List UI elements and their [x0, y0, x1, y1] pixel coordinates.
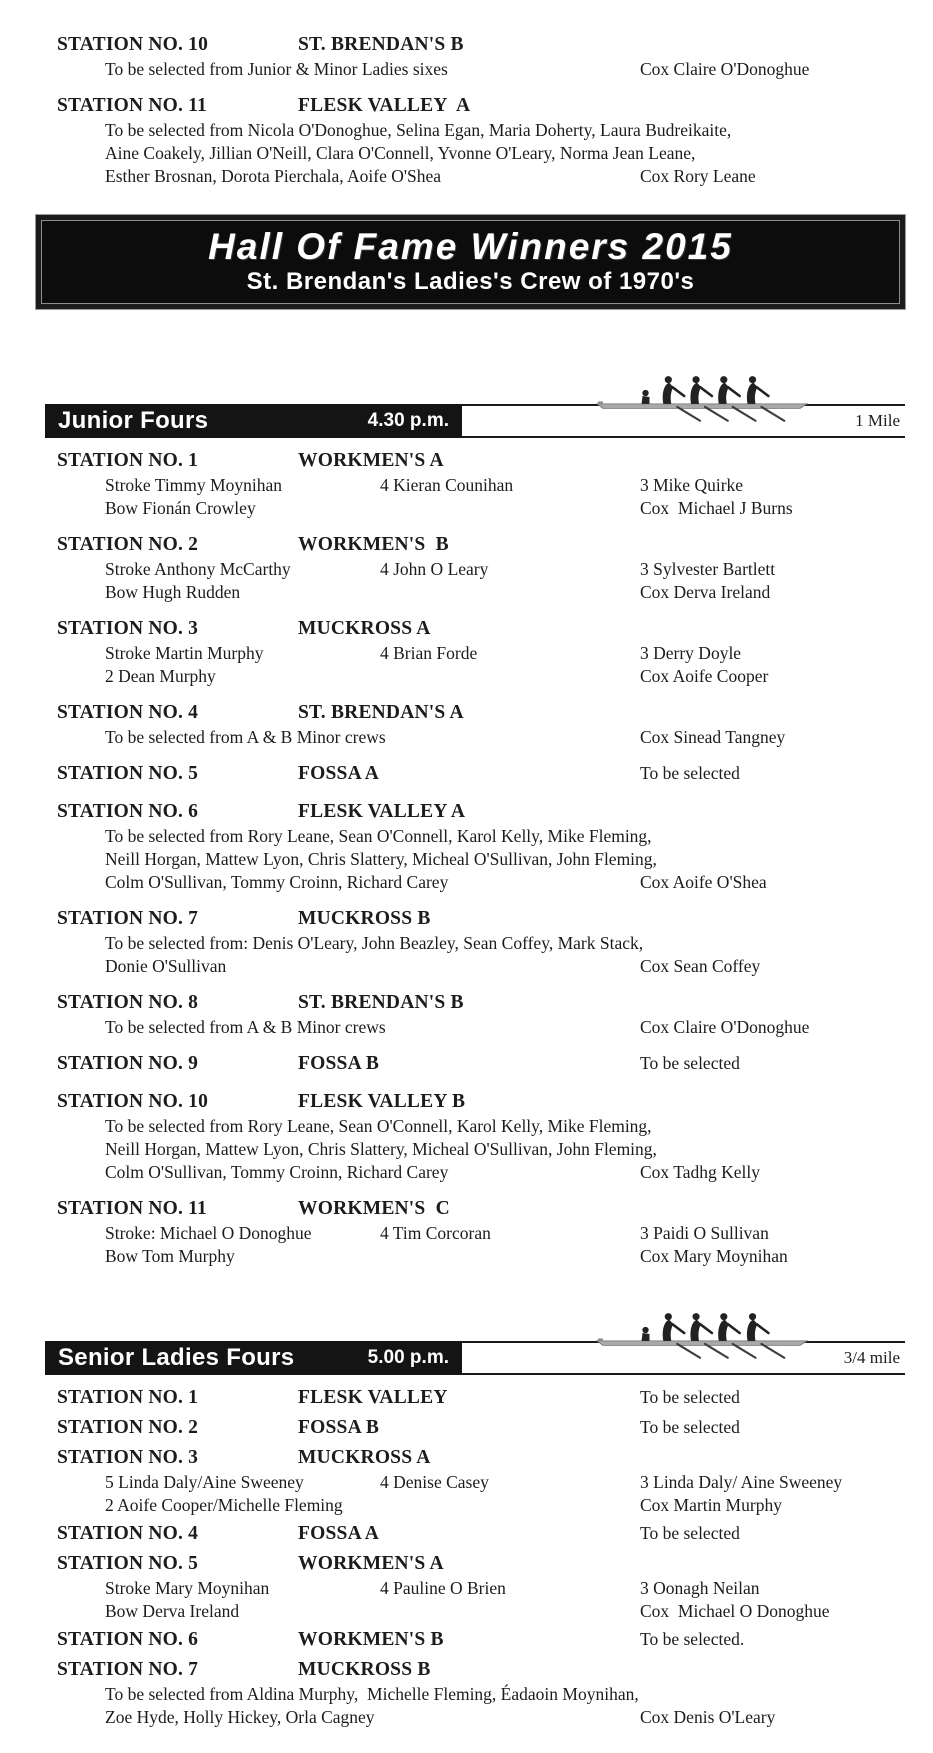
crew-seat: Stroke Mary Moynihan [105, 1578, 270, 1598]
station-label: STATION NO. 11 [57, 1198, 207, 1219]
station-entry [0, 1447, 933, 1518]
section-time: 5.00 p.m. [367, 1347, 449, 1368]
station-team-name: ST. BRENDAN'S B [298, 992, 464, 1013]
crew-seat: 4 Denise Casey [380, 1472, 489, 1492]
station-heading [0, 1553, 933, 1578]
station-label: STATION NO. 6 [57, 801, 199, 822]
station-label: STATION NO. 10 [57, 34, 209, 55]
station-team-name: FLESK VALLEY A [298, 95, 471, 116]
section-title-bar [45, 404, 462, 438]
section-title-bar [45, 1341, 462, 1375]
crew-selection-text: Donie O'Sullivan [105, 956, 227, 976]
station-team-name: ST. BRENDAN'S B [298, 34, 464, 55]
station-heading [0, 450, 933, 475]
station-label: STATION NO. 1 [57, 1387, 199, 1408]
section-distance-strip [462, 404, 905, 438]
crew-seat: Cox Martin Murphy [640, 1495, 782, 1515]
station-heading [0, 1091, 933, 1116]
cox-label: Cox Tadhg Kelly [640, 1162, 760, 1182]
crew-selection-text: Colm O'Sullivan, Tommy Croinn, Richard Carey [105, 1162, 449, 1182]
crew-row [0, 120, 933, 143]
crew-row [0, 475, 933, 498]
crew-row [0, 166, 933, 189]
station-team-name: FLESK VALLEY B [298, 1091, 466, 1112]
station-heading [0, 618, 933, 643]
station-entry [0, 34, 933, 82]
station-team-name: FOSSA A [298, 763, 380, 784]
station-entry [0, 450, 933, 521]
station-entry [0, 763, 933, 788]
crew-row [0, 1601, 933, 1624]
crew-seat: 3 Sylvester Bartlett [640, 559, 776, 579]
station-status-text: To be selected [640, 1417, 740, 1437]
station-status-text: To be selected. [640, 1629, 745, 1649]
crew-selection-text: Esther Brosnan, Dorota Pierchala, Aoife O'Shea [105, 166, 442, 186]
crew-seat: Bow Hugh Rudden [105, 582, 241, 602]
station-entry [0, 702, 933, 750]
section-junior-fours [0, 404, 933, 1269]
crew-seat: 4 Pauline O Brien [380, 1578, 506, 1598]
crew-row [0, 1162, 933, 1185]
station-team-name: FOSSA B [298, 1053, 380, 1074]
station-heading [0, 534, 933, 559]
station-heading [0, 1447, 933, 1472]
station-entry [0, 1417, 933, 1442]
station-status-text: To be selected [640, 1387, 740, 1407]
crew-seat: 4 Tim Corcoran [380, 1223, 491, 1243]
station-entry [0, 534, 933, 605]
banner-subtitle: St. Brendan's Ladies's Crew of 1970's [246, 267, 695, 295]
crew-row [0, 933, 933, 956]
crew-row [0, 1578, 933, 1601]
section-name: Senior Ladies Fours [58, 1344, 295, 1371]
crew-row [0, 956, 933, 979]
crew-selection-text: To be selected from Nicola O'Donoghue, Selina Egan, Maria Doherty, Laura Budreikaite, [105, 120, 732, 140]
station-heading [0, 801, 933, 826]
crew-seat: Stroke Timmy Moynihan [105, 475, 282, 495]
station-heading [0, 1629, 933, 1654]
crew-seat: Cox Michael J Burns [640, 498, 793, 518]
cox-label: Cox Denis O'Leary [640, 1707, 776, 1727]
crew-selection-text: To be selected from Rory Leane, Sean O'Connell, Karol Kelly, Mike Fleming, [105, 826, 652, 846]
crew-row [0, 498, 933, 521]
crew-row [0, 872, 933, 895]
section-distance-strip [462, 1341, 905, 1375]
crew-seat: Cox Mary Moynihan [640, 1246, 788, 1266]
station-label: STATION NO. 4 [57, 1523, 199, 1544]
crew-selection-text: To be selected from Aldina Murphy, Michelle Fleming, Éadaoin Moynihan, [105, 1684, 639, 1704]
crew-row [0, 727, 933, 750]
station-team-name: WORKMEN'S B [298, 534, 449, 555]
crew-selection-text: Aine Coakely, Jillian O'Neill, Clara O'Connell, Yvonne O'Leary, Norma Jean Leane, [105, 143, 696, 163]
station-entry [0, 95, 933, 189]
station-label: STATION NO. 7 [57, 908, 199, 929]
section-distance: 3/4 mile [843, 1348, 900, 1367]
crew-selection-text: To be selected from: Denis O'Leary, John Beazley, Sean Coffey, Mark Stack, [105, 933, 644, 953]
station-status-text: To be selected [640, 763, 740, 783]
station-status-text: To be selected [640, 1523, 740, 1543]
crew-seat: 2 Dean Murphy [105, 666, 216, 686]
crew-seat: Bow Fionán Crowley [105, 498, 256, 518]
crew-seat: Bow Derva Ireland [105, 1601, 240, 1621]
crew-row [0, 1223, 933, 1246]
station-entry [0, 1523, 933, 1548]
crew-row [0, 643, 933, 666]
senior-ladies-fours-stations [0, 1387, 933, 1730]
senior-ladies-fours-header-bar [45, 1341, 905, 1375]
cox-label: Cox Sean Coffey [640, 956, 761, 976]
crew-selection-text: To be selected from A & B Minor crews [105, 1017, 386, 1037]
section-distance: 1 Mile [855, 411, 900, 430]
station-entry [0, 1659, 933, 1730]
cox-label: Cox Rory Leane [640, 166, 756, 186]
station-heading [0, 1659, 933, 1684]
station-heading [0, 1053, 933, 1078]
station-heading [0, 34, 933, 59]
crew-row [0, 1707, 933, 1730]
crew-row [0, 1017, 933, 1040]
station-team-name: FOSSA A [298, 1523, 380, 1544]
crew-row [0, 826, 933, 849]
crew-seat: Bow Tom Murphy [105, 1246, 235, 1266]
station-label: STATION NO. 2 [57, 1417, 199, 1438]
station-heading [0, 763, 933, 788]
cox-label: Cox Aoife O'Shea [640, 872, 767, 892]
cox-label: Cox Claire O'Donoghue [640, 59, 810, 79]
station-team-name: MUCKROSS B [298, 1659, 431, 1680]
section-senior-ladies-fours [0, 1341, 933, 1730]
crew-row [0, 1495, 933, 1518]
crew-seat: 4 John O Leary [380, 559, 489, 579]
crew-row [0, 582, 933, 605]
crew-seat: Cox Derva Ireland [640, 582, 771, 602]
crew-row [0, 1472, 933, 1495]
crew-selection-text: To be selected from Rory Leane, Sean O'Connell, Karol Kelly, Mike Fleming, [105, 1116, 652, 1136]
crew-row [0, 143, 933, 166]
crew-selection-text: To be selected from A & B Minor crews [105, 727, 386, 747]
crew-row [0, 559, 933, 582]
station-team-name: WORKMEN'S A [298, 450, 444, 471]
station-team-name: FOSSA B [298, 1417, 380, 1438]
station-team-name: ST. BRENDAN'S A [298, 702, 464, 723]
cox-label: Cox Sinead Tangney [640, 727, 786, 747]
crew-seat: 4 Brian Forde [380, 643, 478, 663]
station-team-name: MUCKROSS B [298, 908, 431, 929]
crew-row [0, 59, 933, 82]
station-label: STATION NO. 1 [57, 450, 199, 471]
crew-row [0, 1116, 933, 1139]
crew-seat: 3 Linda Daly/ Aine Sweeney [640, 1472, 843, 1492]
station-entry [0, 1387, 933, 1412]
hall-of-fame-banner [36, 215, 905, 309]
station-heading [0, 1387, 933, 1412]
crew-seat: Cox Michael O Donoghue [640, 1601, 830, 1621]
crew-selection-text: Colm O'Sullivan, Tommy Croinn, Richard Carey [105, 872, 449, 892]
top-stations-block [0, 0, 933, 189]
station-heading [0, 1523, 933, 1548]
station-entry [0, 992, 933, 1040]
station-team-name: MUCKROSS A [298, 1447, 431, 1468]
crew-selection-text: Neill Horgan, Mattew Lyon, Chris Slattery, Micheal O'Sullivan, John Fleming, [105, 1139, 657, 1159]
crew-seat: 3 Oonagh Neilan [640, 1578, 760, 1598]
station-heading [0, 992, 933, 1017]
crew-row [0, 1139, 933, 1162]
station-team-name: WORKMEN'S A [298, 1553, 444, 1574]
station-team-name: WORKMEN'S C [298, 1198, 450, 1219]
station-label: STATION NO. 2 [57, 534, 199, 555]
station-team-name: WORKMEN'S B [298, 1629, 444, 1650]
station-entry [0, 1553, 933, 1624]
crew-seat: 3 Derry Doyle [640, 643, 742, 663]
station-label: STATION NO. 6 [57, 1629, 199, 1650]
crew-selection-text: Neill Horgan, Mattew Lyon, Chris Slattery, Micheal O'Sullivan, John Fleming, [105, 849, 657, 869]
station-label: STATION NO. 10 [57, 1091, 209, 1112]
crew-row [0, 1246, 933, 1269]
crew-seat: 5 Linda Daly/Aine Sweeney [105, 1472, 304, 1492]
station-heading [0, 1417, 933, 1442]
crew-selection-text: Zoe Hyde, Holly Hickey, Orla Cagney [105, 1707, 375, 1727]
station-team-name: FLESK VALLEY A [298, 801, 466, 822]
station-team-name: FLESK VALLEY [298, 1387, 448, 1408]
station-entry [0, 1053, 933, 1078]
station-heading [0, 1198, 933, 1223]
crew-seat: Stroke: Michael O Donoghue [105, 1223, 312, 1243]
station-label: STATION NO. 11 [57, 95, 207, 116]
station-label: STATION NO. 5 [57, 763, 199, 784]
station-label: STATION NO. 9 [57, 1053, 199, 1074]
station-label: STATION NO. 5 [57, 1553, 199, 1574]
station-label: STATION NO. 4 [57, 702, 199, 723]
crew-seat: Stroke Martin Murphy [105, 643, 264, 663]
crew-row [0, 666, 933, 689]
crew-seat: 3 Paidi O Sullivan [640, 1223, 769, 1243]
station-label: STATION NO. 8 [57, 992, 199, 1013]
station-label: STATION NO. 7 [57, 1659, 199, 1680]
station-entry [0, 1091, 933, 1185]
station-status-text: To be selected [640, 1053, 740, 1073]
station-entry [0, 1198, 933, 1269]
station-heading [0, 702, 933, 727]
junior-fours-stations [0, 450, 933, 1269]
crew-seat: 4 Kieran Counihan [380, 475, 514, 495]
crew-seat: Cox Aoife Cooper [640, 666, 769, 686]
junior-fours-header-bar [45, 404, 905, 438]
section-time: 4.30 p.m. [367, 410, 449, 431]
crew-seat: 3 Mike Quirke [640, 475, 744, 495]
crew-row [0, 1684, 933, 1707]
crew-selection-text: To be selected from Junior & Minor Ladies sixes [105, 59, 448, 79]
station-entry [0, 1629, 933, 1654]
crew-row [0, 849, 933, 872]
station-heading [0, 95, 933, 120]
banner-title: Hall Of Fame Winners 2015 [208, 226, 733, 268]
station-entry [0, 618, 933, 689]
station-heading [0, 908, 933, 933]
station-entry [0, 908, 933, 979]
cox-label: Cox Claire O'Donoghue [640, 1017, 810, 1037]
section-name: Junior Fours [58, 407, 209, 434]
station-team-name: MUCKROSS A [298, 618, 431, 639]
crew-seat: 2 Aoife Cooper/Michelle Fleming [105, 1495, 343, 1515]
station-label: STATION NO. 3 [57, 1447, 199, 1468]
station-label: STATION NO. 3 [57, 618, 199, 639]
station-entry [0, 801, 933, 895]
crew-seat: Stroke Anthony McCarthy [105, 559, 291, 579]
